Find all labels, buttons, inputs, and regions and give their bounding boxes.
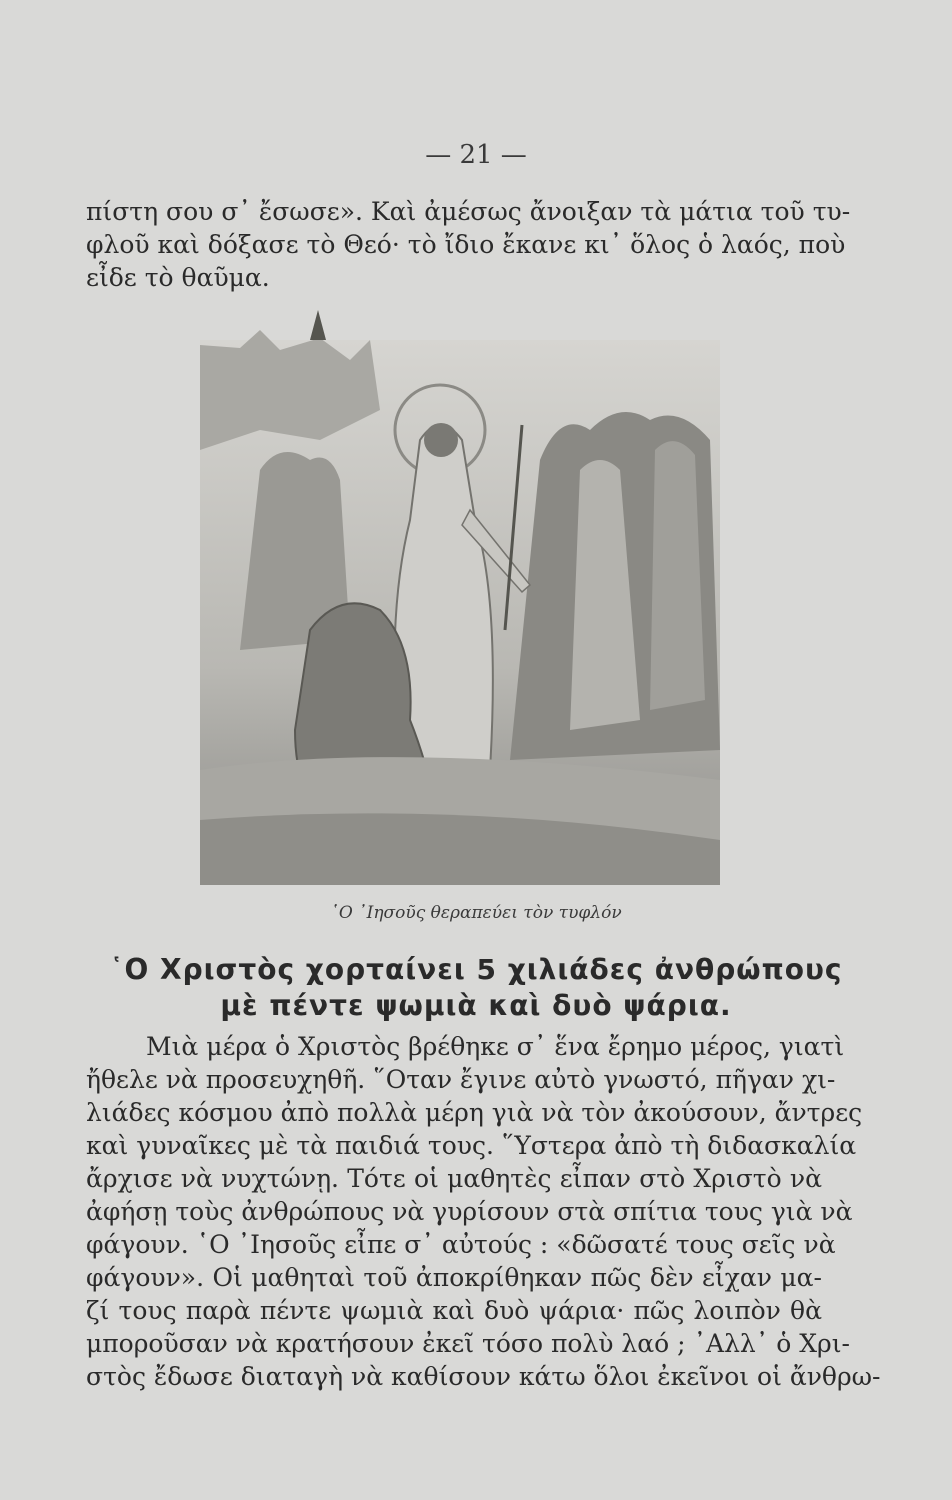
text-line: φάγουν. ῾Ο ᾿Ιησοῦς εἶπε σ᾿ αὐτούς : «δῶσατέ τους σεῖς νὰ <box>86 1230 836 1259</box>
text-line: ἀφήσῃ τοὺς ἀνθρώπους νὰ γυρίσουν στὰ σπίτια τους γιὰ νὰ <box>86 1197 853 1226</box>
text-line: Μιὰ μέρα ὁ Χριστὸς βρέθηκε σ᾿ ἕνα ἔρημο μέρος, γιατὶ <box>146 1032 845 1061</box>
distant-figure <box>310 310 326 340</box>
heading-line-2: μὲ πέντε ψωμιὰ καὶ δυὸ ψάρια. <box>220 989 732 1022</box>
text-line: ἤθελε νὰ προσευχηθῆ. ῞Οταν ἔγινε αὐτὸ γνωστό, πῆγαν χι- <box>86 1065 836 1094</box>
intro-paragraph <box>86 195 851 294</box>
section-heading <box>0 952 952 1024</box>
text-line: μποροῦσαν νὰ κρατήσουν ἐκεῖ τόσο πολὺ λαό ; ᾿Αλλ᾿ ὁ Χρι- <box>86 1329 850 1358</box>
illustration-caption: ῾Ο ᾿Ιησοῦς θεραπεύει τὸν τυφλόν <box>330 903 622 923</box>
illustration-jesus-heals-blind <box>200 300 720 890</box>
text-line: φλοῦ καὶ δόξασε τὸ Θεό· τὸ ἴδιο ἔκανε κι᾿ ὅλος ὁ λαός, ποὺ <box>86 230 846 259</box>
text-line: καὶ γυναῖκες μὲ τὰ παιδιά τους. ῞Υστερα ἀπὸ τὴ διδασκαλία <box>86 1131 857 1160</box>
text-line: ζί τους παρὰ πέντε ψωμιὰ καὶ δυὸ ψάρια· πῶς λοιπὸν θὰ <box>86 1296 822 1325</box>
heading-line-1: ῾Ο Χριστὸς χορταίνει 5 χιλιάδες ἀνθρώπους <box>109 953 843 986</box>
text-line: στὸς ἔδωσε διαταγὴ νὰ καθίσουν κάτω ὅλοι ἐκεῖνοι οἱ ἄνθρω- <box>86 1362 881 1391</box>
text-line: φάγουν». Οἱ μαθηταὶ τοῦ ἀποκρίθηκαν πῶς δὲν εἶχαν μα- <box>86 1263 822 1292</box>
text-line: ἄρχισε νὰ νυχτώνῃ. Τότε οἱ μαθητὲς εἶπαν στὸ Χριστὸ νὰ <box>86 1164 822 1193</box>
text-line: εἶδε τὸ θαῦμα. <box>86 263 270 292</box>
body-paragraph <box>86 1030 881 1393</box>
page-number: — 21 — <box>425 140 527 170</box>
text-line: πίστη σου σ᾿ ἔσωσε». Καὶ ἀμέσως ἄνοιξαν τὰ μάτια τοῦ τυ- <box>86 197 851 226</box>
text-line: λιάδες κόσμου ἀπὸ πολλὰ μέρη γιὰ νὰ τὸν ἀκούσουν, ἄντρες <box>86 1098 863 1127</box>
